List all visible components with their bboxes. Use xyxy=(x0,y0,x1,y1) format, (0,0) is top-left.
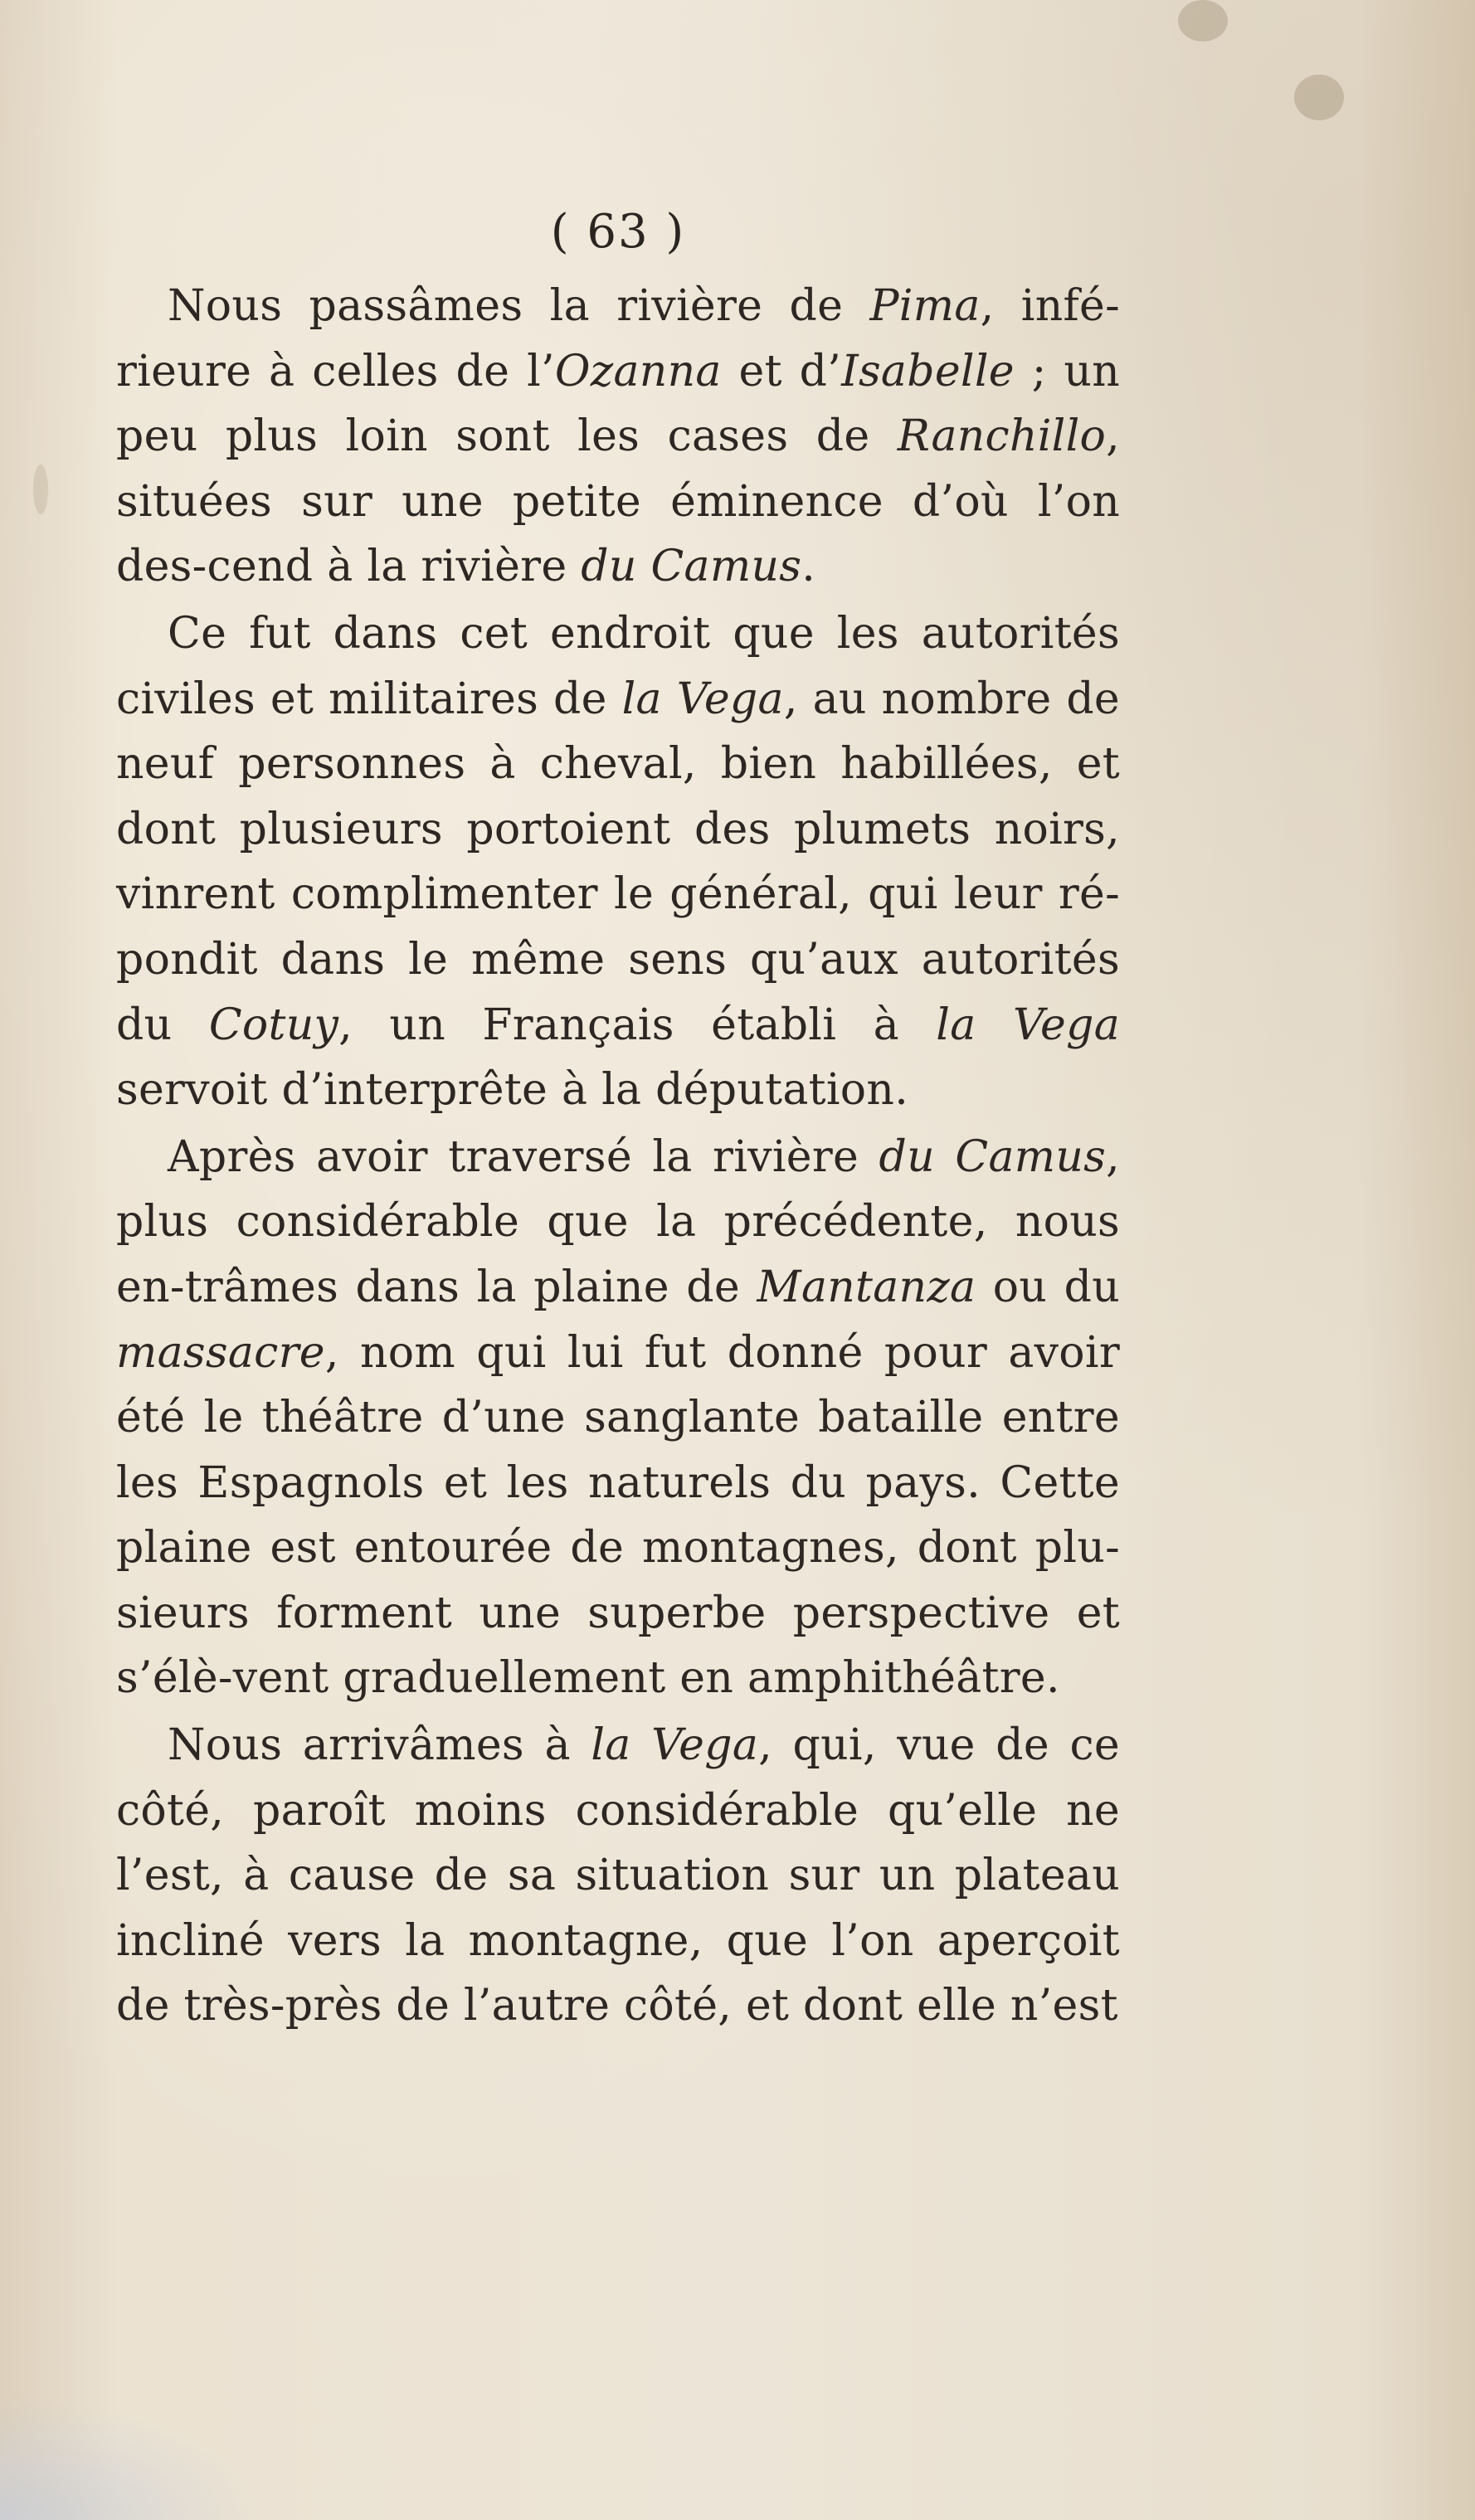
paragraph xyxy=(116,274,1120,600)
paper-stain xyxy=(1294,75,1344,120)
text-run: Nous passâmes la rivière de xyxy=(168,281,870,331)
text-run: , un Français établi à xyxy=(338,1000,937,1050)
italic-term: Mantanza xyxy=(757,1262,976,1312)
text-run: Après avoir traversé la rivière xyxy=(168,1131,879,1182)
text-run: , situées sur une petite éminence d’où l’on des-cend à la rivière xyxy=(116,411,1120,592)
italic-term: la Vega xyxy=(936,1000,1120,1050)
italic-term: Isabelle xyxy=(841,346,1015,396)
text-run: , infé-rieure à celles de l’ xyxy=(116,281,1120,396)
italic-term: la Vega xyxy=(621,674,784,724)
text-run: ou du xyxy=(976,1262,1120,1312)
paragraph xyxy=(116,1713,1120,2039)
body-text xyxy=(116,274,1120,2039)
page-number: ( 63 ) xyxy=(550,205,686,259)
text-run: servoit d’interprête à la députation. xyxy=(116,1065,909,1116)
text-run: , plus considérable que la précédente, nous en-trâmes dans la plaine de xyxy=(116,1131,1120,1312)
text-run: Ce fut dans cet endroit que les autorités civiles et militaires de xyxy=(116,608,1120,724)
italic-term: du Camus xyxy=(879,1131,1107,1182)
paragraph xyxy=(116,601,1120,1123)
text-run: . xyxy=(801,542,816,592)
italic-term: Pima xyxy=(869,281,981,331)
italic-term: du Camus xyxy=(581,542,802,592)
paper-stain xyxy=(33,465,48,514)
italic-term: Cotuy xyxy=(208,1000,339,1050)
text-run: ; un peu plus loin sont les cases de xyxy=(116,346,1120,462)
text-run: , nom qui lui fut donné pour avoir été le théâtre d’une sanglante bataille entre les Espagnols et les naturels du pays. Cette plaine est entourée de montagnes, dont plu-sieurs forment une superbe perspective et s’élè-vent graduellement en amphithéâtre. xyxy=(116,1327,1120,1704)
paper-discoloration xyxy=(0,2396,265,2520)
text-run: , qui, vue de ce côté, paroît moins considérable qu’elle ne l’est, à cause de sa situation sur un plateau incliné vers la montagne, que l’on aperçoit de très-près de l’autre côté, et dont elle n’est xyxy=(116,1720,1121,2031)
italic-term: Ranchillo xyxy=(897,411,1107,462)
text-run: et d’ xyxy=(721,346,842,396)
italic-term: massacre xyxy=(116,1327,325,1378)
italic-term: Ozanna xyxy=(554,346,722,396)
text-run: , au nombre de neuf personnes à cheval, bien habillées, et dont plusieurs portoient des plumets noirs, vinrent complimenter le général, qui leur ré-pondit dans le même sens qu’aux autorités du xyxy=(116,674,1120,1050)
paragraph xyxy=(116,1125,1120,1711)
italic-term: la Vega xyxy=(591,1720,759,1771)
text-run: Nous arrivâmes à xyxy=(168,1720,591,1771)
paper-stain xyxy=(1178,0,1228,41)
